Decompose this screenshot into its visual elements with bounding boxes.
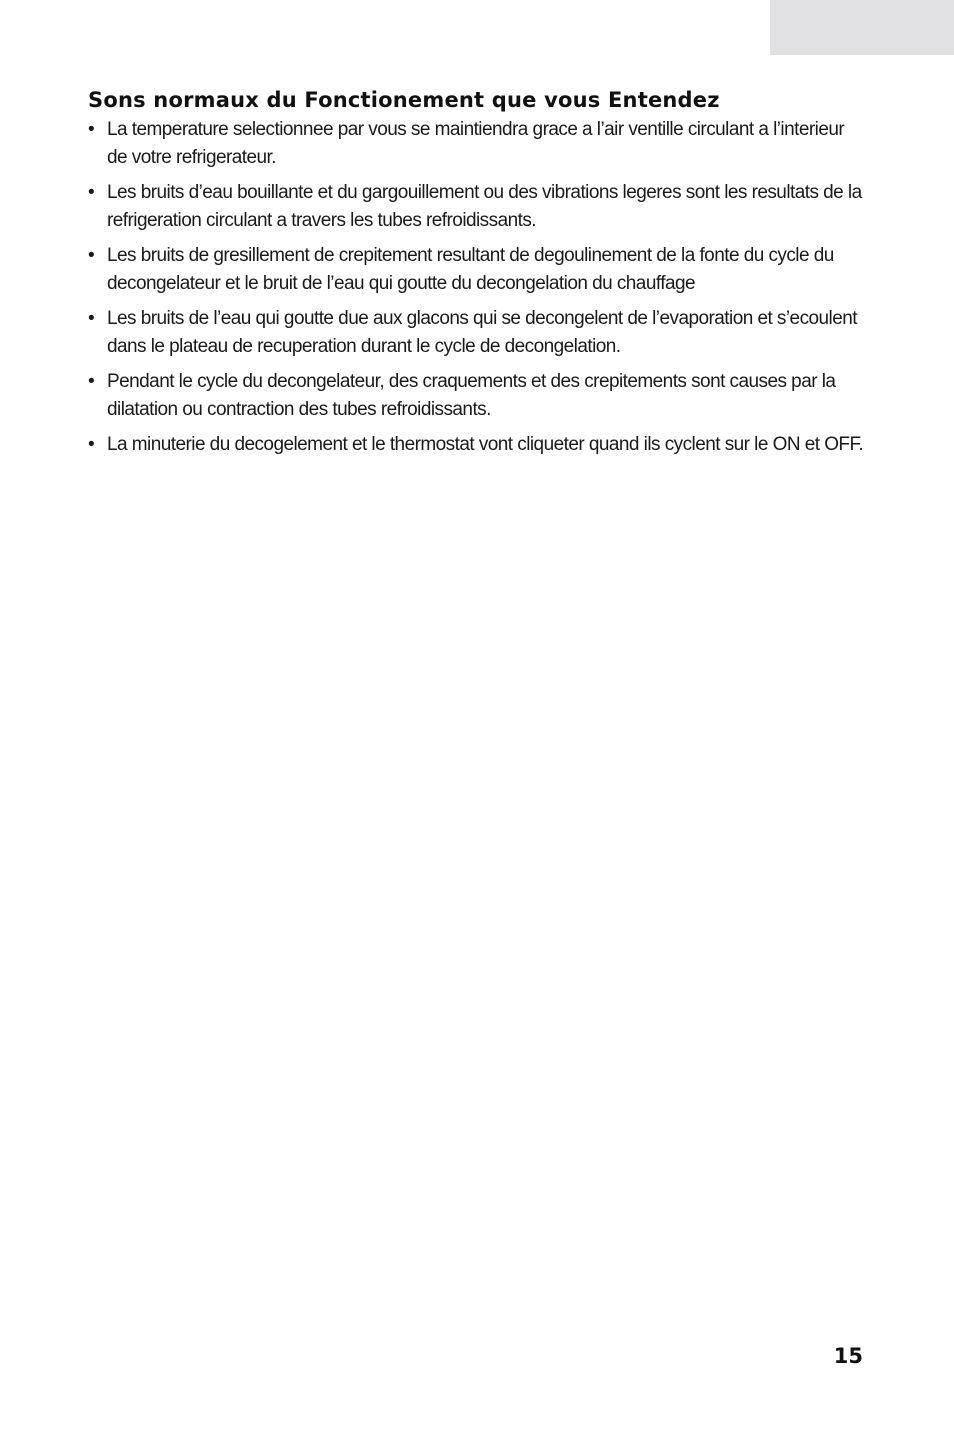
bullet-item: • La minuterie du decogelement et le thermostat vont cliqueter quand ils cyclent sur le ON et OFF. bbox=[88, 431, 868, 459]
bullet-item: • Les bruits de l’eau qui goutte due aux glacons qui se decongelent de l’evaporation et s’ecoulent dans le plateau de recuperation durant le cycle de decongelation. bbox=[88, 305, 868, 360]
bullet-item: • Les bruits de gresillement de crepitement resultant de degoulinement de la fonte du cycle du decongelateur et le bruit de l’eau qui goutte du decongelation du chauffage bbox=[88, 242, 868, 297]
page-number: 15 bbox=[833, 1344, 863, 1368]
bullet-item: • La temperature selectionnee par vous se maintiendra grace a l’air ventille circulant a l’interieur de votre refrigerateur. bbox=[88, 116, 868, 171]
bullet-list bbox=[88, 116, 868, 459]
bullet-item: • Pendant le cycle du decongelateur, des craquements et des crepitements sont causes par la dilatation ou contraction des tubes refroidissants. bbox=[88, 368, 868, 423]
bullet-item: • Les bruits d’eau bouillante et du gargouillement ou des vibrations legeres sont les resultats de la refrigeration circulant a travers les tubes refroidissants. bbox=[88, 179, 868, 234]
corner-tab bbox=[770, 0, 954, 55]
section-title: Sons normaux du Fonctionement que vous Entendez bbox=[88, 88, 720, 112]
page-content bbox=[88, 86, 868, 467]
